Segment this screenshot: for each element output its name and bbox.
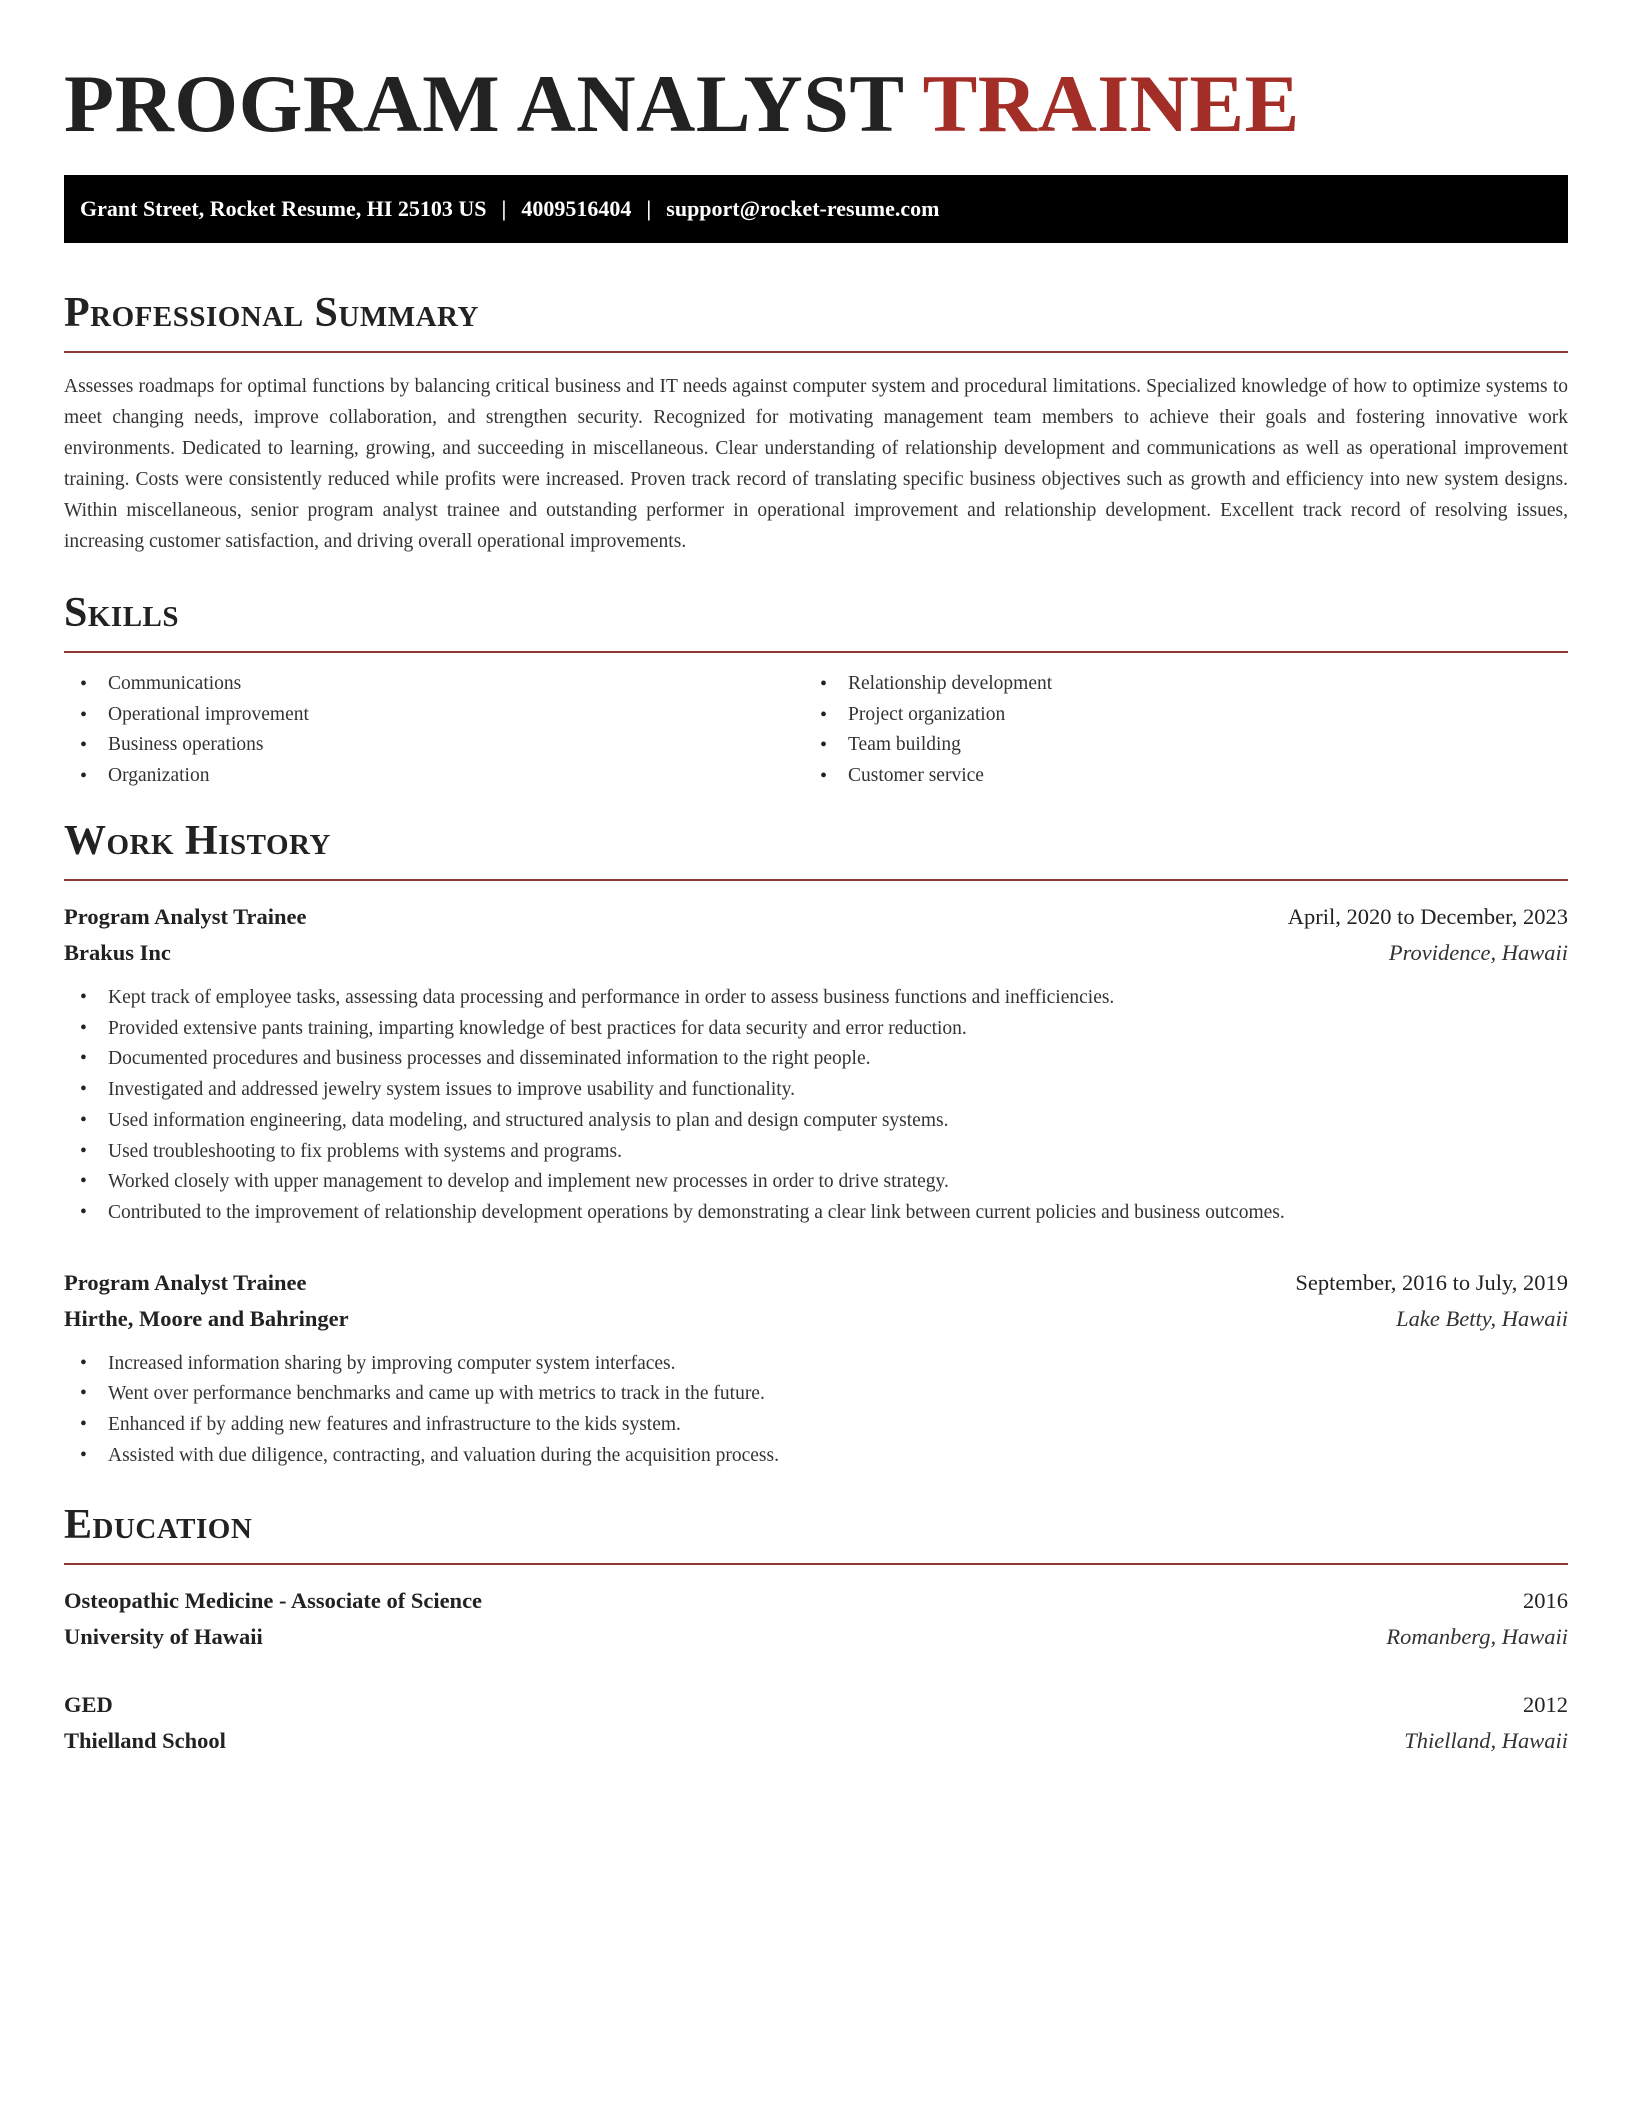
education-school: University of Hawaii	[64, 1624, 263, 1650]
section-divider	[64, 879, 1568, 881]
section-divider	[64, 1563, 1568, 1565]
education-entry	[64, 1583, 1568, 1655]
job-bullet: • Kept track of employee tasks, assessing data processing and performance in order to assess business functions and inefficiencies.	[64, 983, 1568, 1014]
skills-heading: Skills	[64, 590, 180, 636]
contact-bar	[64, 175, 1568, 243]
job-bullet: • Used troubleshooting to fix problems with systems and programs.	[64, 1137, 1568, 1168]
work-history-section	[64, 815, 1568, 1471]
job-bullet: • Worked closely with upper management to develop and implement new processes in order to drive strategy.	[64, 1167, 1568, 1198]
job-bullet: • Investigated and addressed jewelry system issues to improve usability and functionality.	[64, 1075, 1568, 1106]
skills-columns	[64, 669, 1568, 791]
education-school: Thielland School	[64, 1728, 226, 1754]
education-degree-row	[64, 1687, 1568, 1723]
contact-address: Grant Street, Rocket Resume, HI 25103 US	[80, 196, 487, 221]
job-title: Program Analyst Trainee	[64, 1269, 307, 1295]
contact-separator: |	[501, 196, 507, 221]
job-bullet: • Documented procedures and business processes and disseminated information to the right people.	[64, 1044, 1568, 1075]
job-company: Brakus Inc	[64, 940, 171, 965]
education-school-row	[64, 1619, 1568, 1655]
education-school-row	[64, 1723, 1568, 1759]
summary-section	[64, 287, 1568, 557]
education-location: Romanberg, Hawaii	[1386, 1624, 1568, 1650]
contact-phone: 4009516404	[521, 196, 632, 221]
education-entry	[64, 1687, 1568, 1759]
job-bullet: • Used information engineering, data modeling, and structured analysis to plan and design computer systems.	[64, 1106, 1568, 1137]
skills-section	[64, 587, 1568, 791]
skill-item: • Organization	[64, 761, 804, 792]
job-company: Hirthe, Moore and Bahringer	[64, 1305, 349, 1331]
job-header-row	[64, 899, 1568, 935]
skills-left-list	[64, 669, 804, 791]
job-bullet: • Provided extensive pants training, imparting knowledge of best practices for data security and error reduction.	[64, 1014, 1568, 1045]
skill-item: • Operational improvement	[64, 700, 804, 731]
work-history-heading: Work History	[64, 818, 331, 864]
title-main: PROGRAM ANALYST	[64, 58, 904, 149]
job-entry	[64, 899, 1568, 1229]
summary-text: Assesses roadmaps for optimal functions by balancing critical business and IT needs against computer system and procedural limitations. Specialized knowledge of how to optimize systems to meet changing needs, improve collaboration, and strengthen security. Recognized for motivating management team members to achieve their goals and fostering innovative work environments. Dedicated to learning, growing, and succeeding in miscellaneous. Clear understanding of relationship development and communications as well as operational improvement training. Costs were consistently reduced while profits were increased. Proven track record of translating specific business objectives such as growth and efficiency into new system designs. Within miscellaneous, senior program analyst trainee and outstanding performer in operational improvement and relationship development. Excellent track record of resolving issues, increasing customer satisfaction, and driving overall operational improvements.	[64, 376, 1568, 552]
education-year: 2016	[1523, 1588, 1568, 1614]
resume-content	[64, 0, 1568, 1759]
job-location: Providence, Hawaii	[1388, 940, 1568, 965]
job-bullet: • Enhanced if by adding new features and infrastructure to the kids system.	[64, 1410, 1568, 1441]
resume-title	[64, 58, 1568, 150]
job-entry	[64, 1265, 1568, 1472]
skill-item: • Customer service	[804, 761, 1544, 792]
job-bullet: • Went over performance benchmarks and came up with metrics to track in the future.	[64, 1379, 1568, 1410]
job-bullets	[64, 1349, 1568, 1472]
education-location: Thielland, Hawaii	[1404, 1728, 1568, 1754]
education-section	[64, 1499, 1568, 1759]
job-company-row	[64, 1301, 1568, 1337]
education-degree: GED	[64, 1692, 113, 1718]
contact-separator: |	[646, 196, 652, 221]
skill-item: • Project organization	[804, 700, 1544, 731]
job-bullet: • Assisted with due diligence, contracting, and valuation during the acquisition process.	[64, 1441, 1568, 1472]
job-title: Program Analyst Trainee	[64, 904, 307, 929]
job-bullet: • Increased information sharing by improving computer system interfaces.	[64, 1349, 1568, 1380]
job-location: Lake Betty, Hawaii	[1396, 1305, 1568, 1331]
skill-item: • Communications	[64, 669, 804, 700]
education-year: 2012	[1523, 1692, 1568, 1718]
education-degree-row	[64, 1583, 1568, 1619]
title-accent: TRAINEE	[922, 58, 1300, 149]
job-header-row	[64, 1265, 1568, 1301]
job-dates: September, 2016 to July, 2019	[1295, 1269, 1568, 1295]
section-divider	[64, 351, 1568, 353]
skill-item: • Team building	[804, 730, 1544, 761]
contact-email: support@rocket-resume.com	[666, 196, 940, 221]
job-bullets	[64, 983, 1568, 1229]
job-company-row	[64, 935, 1568, 971]
summary-heading: Professional Summary	[64, 290, 479, 336]
skill-item: • Business operations	[64, 730, 804, 761]
education-heading: Education	[64, 1502, 253, 1549]
education-degree: Osteopathic Medicine - Associate of Science	[64, 1588, 483, 1614]
job-bullet: • Contributed to the improvement of relationship development operations by demonstrating a clear link between current policies and business outcomes.	[64, 1198, 1568, 1229]
skills-right-list	[804, 669, 1544, 791]
skill-item: • Relationship development	[804, 669, 1544, 700]
job-dates: April, 2020 to December, 2023	[1287, 904, 1568, 929]
section-divider	[64, 651, 1568, 653]
